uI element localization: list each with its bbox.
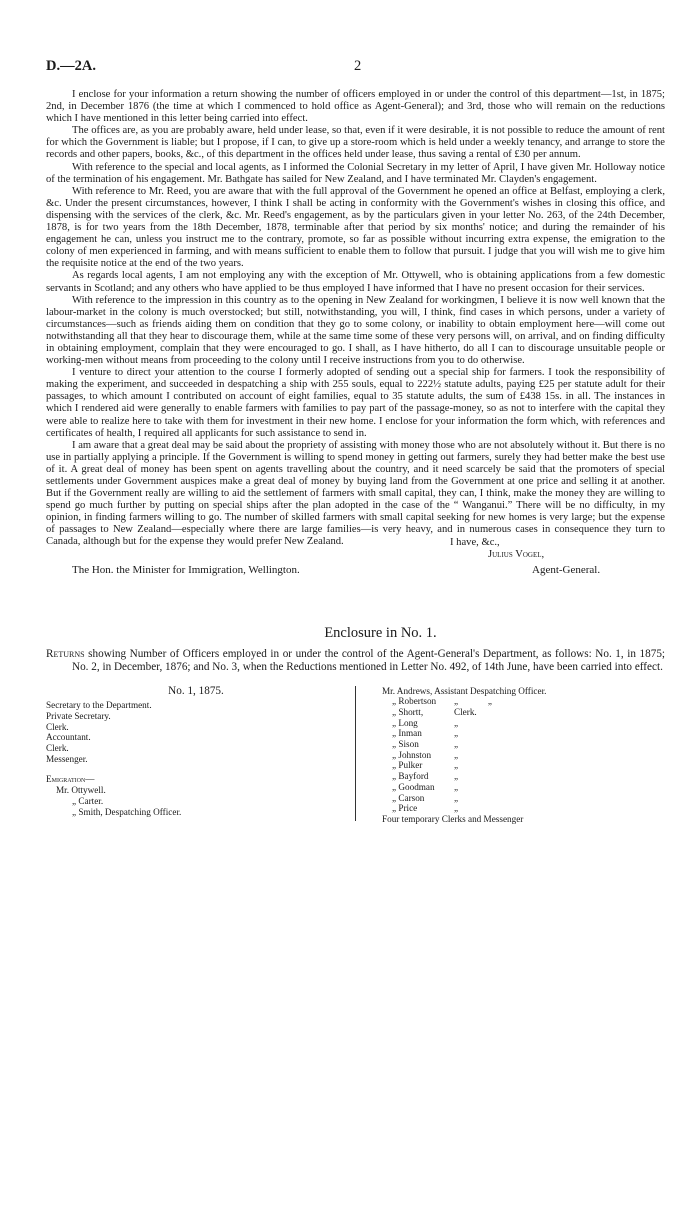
list-1875 — [46, 686, 346, 818]
letter-closing — [46, 536, 665, 597]
staff-name: „ Carson — [392, 792, 425, 803]
staff-role: „ — [454, 760, 459, 771]
staff-name: „ Shortt, — [392, 706, 424, 717]
returns-text: showing Number of Officers employed in or under the control of the Agent-General's Department, as follows: No. 1, in 1875; No. 2, in December, 1876; and No. 3, when the Reductions mentioned in Letter No. 492, of 14th June, have been carried into effect. — [72, 647, 666, 673]
paragraph: The offices are, as you are probably aware, held under lease, so that, even if it were desirable, it is not possible to reduce the amount of rent for which the Government is liable; but I propose, if I can, to give up a store-room which is held under a weekly tenancy, and arrange to store the records and other papers, books, &c., of this department in the offices held under lease, thus saving a rental of £30 per annum. — [46, 125, 665, 161]
staff-name: „ Sison — [392, 739, 419, 750]
paragraph: With reference to Mr. Reed, you are aware that with the full approval of the Government he opened an office at Belfast, employing a clerk, &c. Under the present circumstances, however, I think I shall be acting in conformity with the Government's wishes in closing this office, and dispensing with the services of the clerk, &c. Mr. Reed's engagement, as by the particulars given in your letter No. 263, of the 24th December, 1878, is for two years from the 18th December, 1878, terminable after that period by six months' notice; and during the remainder of his engagement he can, unless you instruct me to the contrary, promote, so far as possible without incurring extra expense, the emigration to the colony of men experienced in farming, and with means sufficient to enable them to follow that pursuit. I judge that you will wish me to give him the requisite notice at the end of the two years. — [46, 185, 665, 270]
staff-role: „ — [454, 771, 459, 782]
document-page — [46, 58, 665, 826]
list-right — [382, 686, 665, 825]
staff-name: „ Johnston — [392, 749, 432, 760]
list-item: Four temporary Clerks and Messenger — [382, 814, 524, 824]
list-item: „ Carter. — [72, 795, 104, 806]
staff-name: „ Long — [392, 717, 418, 728]
page-header — [46, 58, 665, 78]
staff-name: „ Goodman — [392, 781, 435, 792]
returns-lead: Returns — [46, 647, 85, 660]
emigration-heading: Emigration— — [46, 774, 95, 785]
staff-name: „ Bayford — [392, 771, 429, 782]
staff-row — [382, 782, 665, 793]
staff-name: „ Price — [392, 803, 418, 814]
staff-role: „ — [454, 749, 459, 760]
paragraph: With reference to the impression in this country as to the opening in New Zealand for workingmen, I believe it is now well known that the labour-market in the colony is much overstocked; but still, notwithstanding, you will, I think, find cases in which persons, under a variety of circumstances—such as friends aiding them on condition that they go to some colony, or inability to obtain employment here—will come out notwithstanding all that they hear to discourage them, while at the same time some of these very persons will, on arrival, and on finding difficulty in obtaining employment, complain that they were encouraged to go. I shall, as I have hitherto, do all I can to discourage unsuitable people or working-men without means from proceeding to the colony until I receive instructions from you to do otherwise. — [46, 294, 665, 367]
signature: Julius Vogel, — [488, 548, 545, 560]
paragraph: As regards local agents, I am not employing any with the exception of Mr. Ottywell, who is obtaining applications from a few domestic servants in Scotland; and any others who have applied to be thus employed I have informed that I have no present occasion for their services. — [46, 270, 665, 294]
list-title: No. 1, 1875. — [168, 684, 224, 697]
staff-row — [382, 793, 665, 804]
list-item: Accountant. — [46, 732, 91, 743]
staff-row — [382, 760, 665, 771]
list-item: Mr. Ottywell. — [56, 785, 106, 796]
staff-name: „ Inman — [392, 728, 422, 739]
column-divider — [355, 686, 356, 821]
staff-role: Clerk. — [454, 706, 477, 717]
staff-role: „ — [454, 803, 459, 814]
staff-row — [382, 803, 665, 814]
paragraph: I venture to direct your attention to the course I formerly adopted of sending out a special ship for farmers. I took the responsibility of making the experiment, and succeeded in despatching a ship with 255 souls, equal to 222½ statute adults, paying £25 per statute adult for their passages, to which amount I contributed on account of eight families, equal to 35 statute adults, the sum of £438 15s. in all. The instances in which I rendered aid were generally to enable farmers with families to pay part of the passage-money, so as not to interfere with the capital they were able to realize here to take with them for investment in their new home. I enclose for your information the form which, with references and certificates of health, I required all applicants for such assistance to send in. — [46, 367, 665, 439]
paragraph: I enclose for your information a return showing the number of officers employed in or under the control of this department—1st, in 1875; 2nd, in December 1876 (the time at which I commenced to hold office as Agent-General); and 3rd, those who will remain on the reductions which I have mentioned in this letter being carried into effect. — [46, 89, 665, 125]
staff-role: „ — [454, 792, 459, 803]
list-item: Messenger. — [46, 753, 88, 764]
list-item: Mr. Andrews, Assistant Despatching Officer. — [382, 685, 547, 696]
staff-role: „ „ — [454, 696, 493, 707]
list-item: Clerk. — [46, 721, 69, 732]
staff-row — [382, 750, 665, 761]
document-reference: D.—2A. — [46, 58, 96, 74]
list-item: „ Smith, Despatching Officer. — [72, 806, 182, 817]
page-number: 2 — [354, 58, 362, 74]
signature-title: Agent-General. — [532, 563, 601, 576]
staff-row — [382, 707, 665, 718]
staff-role: „ — [454, 781, 459, 792]
list-item: Private Secretary. — [46, 710, 111, 721]
staff-row — [382, 718, 665, 729]
staff-row — [382, 771, 665, 782]
officer-lists — [46, 686, 665, 826]
addressee: The Hon. the Minister for Immigration, Wellington. — [72, 563, 300, 576]
list-item: Clerk. — [46, 743, 69, 754]
paragraph: With reference to the special and local agents, as I informed the Colonial Secretary in my letter of April, I have given Mr. Holloway notice of the termination of his engagement. Mr. Bathgate has sailed for New Zealand, and I have terminated Mr. Clayden's engagement. — [46, 161, 665, 185]
staff-name: „ Robertson — [392, 696, 437, 707]
letter-body — [46, 89, 665, 549]
enclosure-description — [46, 648, 665, 674]
staff-role: „ — [454, 728, 459, 739]
list-item: Secretary to the Department. — [46, 700, 152, 711]
staff-role: „ — [454, 717, 459, 728]
staff-row — [382, 728, 665, 739]
sign-off: I have, &c., — [450, 536, 500, 548]
enclosure-title: Enclosure in No. 1. — [324, 624, 437, 641]
staff-role: „ — [454, 739, 459, 750]
staff-row — [382, 696, 665, 707]
staff-rows — [382, 696, 665, 814]
staff-row — [382, 739, 665, 750]
paragraph: I am aware that a great deal may be said about the propriety of assisting with money those who are not absolutely without it. But there is no use in partially applying a principle. If the Government is willing to spend money in getting out farmers, surely they had better make the best use of it. A great deal of money has been spent on agents travelling about the country, and it need scarcely be said that the promoters of special settlements under Government auspices make a great deal of money by buying land from the Government at one price and selling it at another. But if the Government really are willing to aid the settlement of farmers with small capital, they can, I think, make the money they are willing to spend go much further by putting on special ships after the plan adopted in the case of the “ Wanganui.” There will be no difficulty, in my opinion, in finding farmers willing to go. The number of skilled farmers with small capital seeking for new homes is very large; but the expense of passages to New Zealand—especially where there are large families—is very heavy, and in numerous cases in consequence they turn to Canada, although but for the expense they would prefer New Zealand. — [46, 439, 665, 548]
staff-name: „ Pulker — [392, 760, 423, 771]
